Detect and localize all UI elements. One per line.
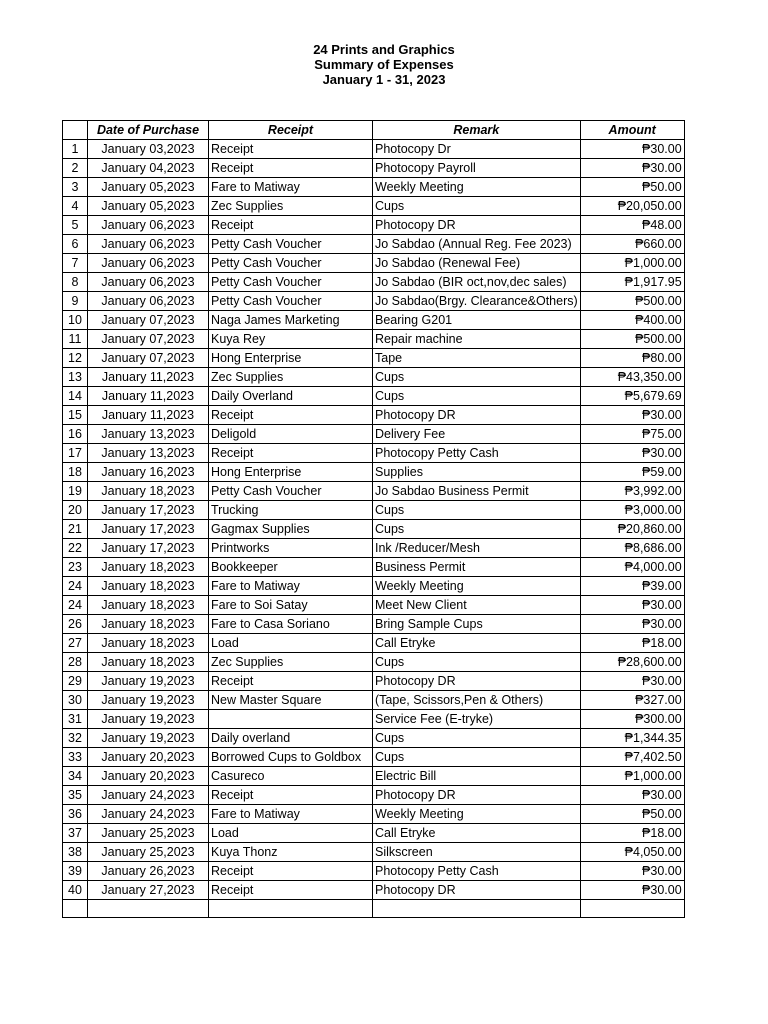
receipt-cell: Gagmax Supplies	[209, 520, 373, 539]
purchase-date: January 20,2023	[88, 767, 209, 786]
row-number: 36	[63, 805, 88, 824]
purchase-date: January 07,2023	[88, 349, 209, 368]
remark-cell	[373, 900, 581, 918]
remark-cell: Call Etryke	[373, 824, 581, 843]
remark-cell: Cups	[373, 748, 581, 767]
remark-cell: (Tape, Scissors,Pen & Others)	[373, 691, 581, 710]
amount-cell: ₱75.00	[580, 425, 684, 444]
purchase-date: January 17,2023	[88, 520, 209, 539]
remark-cell: Cups	[373, 653, 581, 672]
purchase-date: January 13,2023	[88, 425, 209, 444]
purchase-date: January 06,2023	[88, 292, 209, 311]
amount-cell: ₱59.00	[580, 463, 684, 482]
receipt-cell: Fare to Matiway	[209, 577, 373, 596]
remark-cell: Cups	[373, 520, 581, 539]
row-number: 16	[63, 425, 88, 444]
receipt-cell: Receipt	[209, 444, 373, 463]
table-row	[63, 881, 685, 900]
amount-cell: ₱30.00	[580, 786, 684, 805]
amount-cell: ₱48.00	[580, 216, 684, 235]
purchase-date: January 07,2023	[88, 330, 209, 349]
remark-cell: Bearing G201	[373, 311, 581, 330]
amount-cell: ₱30.00	[580, 615, 684, 634]
purchase-date: January 07,2023	[88, 311, 209, 330]
row-number: 22	[63, 539, 88, 558]
table-row	[63, 805, 685, 824]
receipt-cell	[209, 900, 373, 918]
amount-cell: ₱18.00	[580, 634, 684, 653]
remark-cell: Jo Sabdao(Brgy. Clearance&Others)	[373, 292, 581, 311]
table-row	[63, 653, 685, 672]
remark-cell: Call Etryke	[373, 634, 581, 653]
remark-cell: Photocopy Petty Cash	[373, 862, 581, 881]
receipt-cell: Zec Supplies	[209, 653, 373, 672]
purchase-date: January 06,2023	[88, 254, 209, 273]
row-number: 2	[63, 159, 88, 178]
purchase-date: January 19,2023	[88, 710, 209, 729]
purchase-date: January 16,2023	[88, 463, 209, 482]
purchase-date: January 17,2023	[88, 501, 209, 520]
receipt-cell: Receipt	[209, 786, 373, 805]
amount-cell: ₱18.00	[580, 824, 684, 843]
table-row	[63, 444, 685, 463]
receipt-cell: Receipt	[209, 881, 373, 900]
amount-cell: ₱500.00	[580, 330, 684, 349]
amount-cell	[580, 900, 684, 918]
purchase-date: January 24,2023	[88, 805, 209, 824]
remark-cell: Cups	[373, 368, 581, 387]
purchase-date: January 06,2023	[88, 216, 209, 235]
row-number: 13	[63, 368, 88, 387]
receipt-cell: Petty Cash Voucher	[209, 273, 373, 292]
table-row	[63, 273, 685, 292]
row-number: 37	[63, 824, 88, 843]
remark-cell: Jo Sabdao Business Permit	[373, 482, 581, 501]
remark-cell: Weekly Meeting	[373, 178, 581, 197]
row-number: 31	[63, 710, 88, 729]
remark-cell: Service Fee (E-tryke)	[373, 710, 581, 729]
purchase-date: January 19,2023	[88, 729, 209, 748]
table-header-row	[63, 121, 685, 140]
purchase-date: January 11,2023	[88, 368, 209, 387]
receipt-cell: Petty Cash Voucher	[209, 292, 373, 311]
row-number: 20	[63, 501, 88, 520]
remark-cell: Jo Sabdao (Annual Reg. Fee 2023)	[373, 235, 581, 254]
receipt-cell: Daily Overland	[209, 387, 373, 406]
row-number: 39	[63, 862, 88, 881]
amount-cell: ₱3,000.00	[580, 501, 684, 520]
receipt-cell: Hong Enterprise	[209, 463, 373, 482]
amount-cell: ₱30.00	[580, 140, 684, 159]
row-number: 35	[63, 786, 88, 805]
remark-cell: Electric Bill	[373, 767, 581, 786]
row-number: 18	[63, 463, 88, 482]
purchase-date: January 27,2023	[88, 881, 209, 900]
row-number: 8	[63, 273, 88, 292]
amount-cell: ₱4,000.00	[580, 558, 684, 577]
remark-cell: Jo Sabdao (Renewal Fee)	[373, 254, 581, 273]
table-row	[63, 330, 685, 349]
row-number: 21	[63, 520, 88, 539]
document-header	[0, 42, 768, 87]
row-number: 11	[63, 330, 88, 349]
row-number: 4	[63, 197, 88, 216]
remark-cell: Supplies	[373, 463, 581, 482]
remark-cell: Repair machine	[373, 330, 581, 349]
remark-cell: Cups	[373, 729, 581, 748]
receipt-cell: Load	[209, 824, 373, 843]
purchase-date: January 06,2023	[88, 273, 209, 292]
receipt-cell: Receipt	[209, 216, 373, 235]
amount-cell: ₱8,686.00	[580, 539, 684, 558]
receipt-cell: Fare to Casa Soriano	[209, 615, 373, 634]
remark-cell: Weekly Meeting	[373, 805, 581, 824]
purchase-date: January 04,2023	[88, 159, 209, 178]
purchase-date: January 17,2023	[88, 539, 209, 558]
column-header-number	[63, 121, 88, 140]
table-row	[63, 387, 685, 406]
amount-cell: ₱43,350.00	[580, 368, 684, 387]
row-number: 29	[63, 672, 88, 691]
amount-cell: ₱80.00	[580, 349, 684, 368]
row-number: 34	[63, 767, 88, 786]
column-header-receipt: Receipt	[209, 121, 373, 140]
table-body	[63, 140, 685, 918]
table-row	[63, 216, 685, 235]
amount-cell: ₱300.00	[580, 710, 684, 729]
receipt-cell: Bookkeeper	[209, 558, 373, 577]
purchase-date: January 18,2023	[88, 615, 209, 634]
table-row	[63, 501, 685, 520]
purchase-date: January 13,2023	[88, 444, 209, 463]
purchase-date: January 18,2023	[88, 596, 209, 615]
purchase-date	[88, 900, 209, 918]
row-number: 7	[63, 254, 88, 273]
remark-cell: Delivery Fee	[373, 425, 581, 444]
table-row	[63, 482, 685, 501]
purchase-date: January 19,2023	[88, 691, 209, 710]
table-row	[63, 767, 685, 786]
row-number: 19	[63, 482, 88, 501]
row-number: 9	[63, 292, 88, 311]
remark-cell: Photocopy Petty Cash	[373, 444, 581, 463]
table-row	[63, 729, 685, 748]
remark-cell: Silkscreen	[373, 843, 581, 862]
amount-cell: ₱1,000.00	[580, 767, 684, 786]
row-number: 14	[63, 387, 88, 406]
amount-cell: ₱3,992.00	[580, 482, 684, 501]
amount-cell: ₱50.00	[580, 805, 684, 824]
purchase-date: January 19,2023	[88, 672, 209, 691]
company-name: 24 Prints and Graphics	[313, 42, 455, 57]
table-row	[63, 539, 685, 558]
purchase-date: January 20,2023	[88, 748, 209, 767]
expenses-table	[62, 120, 685, 918]
table-row	[63, 140, 685, 159]
table-row	[63, 520, 685, 539]
purchase-date: January 25,2023	[88, 824, 209, 843]
table-row	[63, 406, 685, 425]
row-number: 30	[63, 691, 88, 710]
amount-cell: ₱400.00	[580, 311, 684, 330]
row-number: 3	[63, 178, 88, 197]
row-number: 15	[63, 406, 88, 425]
table-row	[63, 615, 685, 634]
table-row	[63, 349, 685, 368]
receipt-cell: Petty Cash Voucher	[209, 254, 373, 273]
row-number: 24	[63, 577, 88, 596]
amount-cell: ₱20,050.00	[580, 197, 684, 216]
table-row	[63, 558, 685, 577]
row-number: 28	[63, 653, 88, 672]
amount-cell: ₱30.00	[580, 444, 684, 463]
table-row	[63, 862, 685, 881]
table-row	[63, 672, 685, 691]
table-row	[63, 843, 685, 862]
purchase-date: January 24,2023	[88, 786, 209, 805]
purchase-date: January 11,2023	[88, 406, 209, 425]
remark-cell: Photocopy DR	[373, 881, 581, 900]
receipt-cell: Receipt	[209, 672, 373, 691]
table-row	[63, 311, 685, 330]
row-number: 27	[63, 634, 88, 653]
receipt-cell: Printworks	[209, 539, 373, 558]
receipt-cell: Zec Supplies	[209, 368, 373, 387]
amount-cell: ₱30.00	[580, 672, 684, 691]
amount-cell: ₱5,679.69	[580, 387, 684, 406]
remark-cell: Weekly Meeting	[373, 577, 581, 596]
row-number: 24	[63, 596, 88, 615]
table-row	[63, 368, 685, 387]
column-header-date: Date of Purchase	[88, 121, 209, 140]
table-row	[63, 596, 685, 615]
table-row	[63, 748, 685, 767]
receipt-cell: Borrowed Cups to Goldbox	[209, 748, 373, 767]
receipt-cell: Naga James Marketing	[209, 311, 373, 330]
purchase-date: January 18,2023	[88, 577, 209, 596]
receipt-cell: Receipt	[209, 159, 373, 178]
receipt-cell: Fare to Soi Satay	[209, 596, 373, 615]
report-period: January 1 - 31, 2023	[322, 72, 446, 87]
table-row	[63, 691, 685, 710]
receipt-cell: Petty Cash Voucher	[209, 482, 373, 501]
purchase-date: January 11,2023	[88, 387, 209, 406]
remark-cell: Jo Sabdao (BIR oct,nov,dec sales)	[373, 273, 581, 292]
receipt-cell: Kuya Rey	[209, 330, 373, 349]
column-header-remark: Remark	[373, 121, 581, 140]
amount-cell: ₱30.00	[580, 862, 684, 881]
remark-cell: Tape	[373, 349, 581, 368]
remark-cell: Photocopy DR	[373, 786, 581, 805]
purchase-date: January 18,2023	[88, 482, 209, 501]
receipt-cell: Petty Cash Voucher	[209, 235, 373, 254]
amount-cell: ₱30.00	[580, 159, 684, 178]
table-row	[63, 463, 685, 482]
row-number: 10	[63, 311, 88, 330]
table-row	[63, 235, 685, 254]
remark-cell: Business Permit	[373, 558, 581, 577]
table-row	[63, 178, 685, 197]
table-row	[63, 159, 685, 178]
amount-cell: ₱20,860.00	[580, 520, 684, 539]
row-number: 26	[63, 615, 88, 634]
table-row	[63, 425, 685, 444]
remark-cell: Cups	[373, 501, 581, 520]
table-row	[63, 254, 685, 273]
amount-cell: ₱327.00	[580, 691, 684, 710]
table-row	[63, 824, 685, 843]
purchase-date: January 18,2023	[88, 558, 209, 577]
receipt-cell: Zec Supplies	[209, 197, 373, 216]
table-row	[63, 292, 685, 311]
purchase-date: January 18,2023	[88, 634, 209, 653]
amount-cell: ₱660.00	[580, 235, 684, 254]
amount-cell: ₱50.00	[580, 178, 684, 197]
receipt-cell: Daily overland	[209, 729, 373, 748]
purchase-date: January 25,2023	[88, 843, 209, 862]
row-number: 38	[63, 843, 88, 862]
purchase-date: January 05,2023	[88, 197, 209, 216]
amount-cell: ₱28,600.00	[580, 653, 684, 672]
row-number: 1	[63, 140, 88, 159]
remark-cell: Meet New Client	[373, 596, 581, 615]
purchase-date: January 03,2023	[88, 140, 209, 159]
amount-cell: ₱30.00	[580, 881, 684, 900]
remark-cell: Photocopy DR	[373, 406, 581, 425]
receipt-cell: Receipt	[209, 140, 373, 159]
purchase-date: January 05,2023	[88, 178, 209, 197]
remark-cell: Cups	[373, 197, 581, 216]
remark-cell: Cups	[373, 387, 581, 406]
receipt-cell: Receipt	[209, 862, 373, 881]
column-header-amount: Amount	[580, 121, 684, 140]
purchase-date: January 26,2023	[88, 862, 209, 881]
amount-cell: ₱1,000.00	[580, 254, 684, 273]
receipt-cell: Deligold	[209, 425, 373, 444]
table-row	[63, 786, 685, 805]
remark-cell: Ink /Reducer/Mesh	[373, 539, 581, 558]
receipt-cell: New Master Square	[209, 691, 373, 710]
receipt-cell: Load	[209, 634, 373, 653]
receipt-cell: Kuya Thonz	[209, 843, 373, 862]
row-number: 33	[63, 748, 88, 767]
amount-cell: ₱4,050.00	[580, 843, 684, 862]
row-number: 12	[63, 349, 88, 368]
remark-cell: Photocopy DR	[373, 672, 581, 691]
row-number: 5	[63, 216, 88, 235]
table-row	[63, 634, 685, 653]
amount-cell: ₱30.00	[580, 596, 684, 615]
receipt-cell: Trucking	[209, 501, 373, 520]
amount-cell: ₱1,917.95	[580, 273, 684, 292]
row-number: 40	[63, 881, 88, 900]
table-row	[63, 577, 685, 596]
report-title: Summary of Expenses	[314, 57, 454, 72]
row-number: 17	[63, 444, 88, 463]
row-number: 6	[63, 235, 88, 254]
remark-cell: Photocopy Payroll	[373, 159, 581, 178]
amount-cell: ₱7,402.50	[580, 748, 684, 767]
row-number: 32	[63, 729, 88, 748]
row-number: 23	[63, 558, 88, 577]
receipt-cell	[209, 710, 373, 729]
remark-cell: Photocopy Dr	[373, 140, 581, 159]
purchase-date: January 06,2023	[88, 235, 209, 254]
table-row	[63, 900, 685, 918]
amount-cell: ₱500.00	[580, 292, 684, 311]
receipt-cell: Hong Enterprise	[209, 349, 373, 368]
receipt-cell: Fare to Matiway	[209, 805, 373, 824]
table-row	[63, 197, 685, 216]
receipt-cell: Fare to Matiway	[209, 178, 373, 197]
table-row	[63, 710, 685, 729]
amount-cell: ₱1,344.35	[580, 729, 684, 748]
receipt-cell: Receipt	[209, 406, 373, 425]
remark-cell: Photocopy DR	[373, 216, 581, 235]
remark-cell: Bring Sample Cups	[373, 615, 581, 634]
amount-cell: ₱30.00	[580, 406, 684, 425]
amount-cell: ₱39.00	[580, 577, 684, 596]
purchase-date: January 18,2023	[88, 653, 209, 672]
row-number	[63, 900, 88, 918]
receipt-cell: Casureco	[209, 767, 373, 786]
